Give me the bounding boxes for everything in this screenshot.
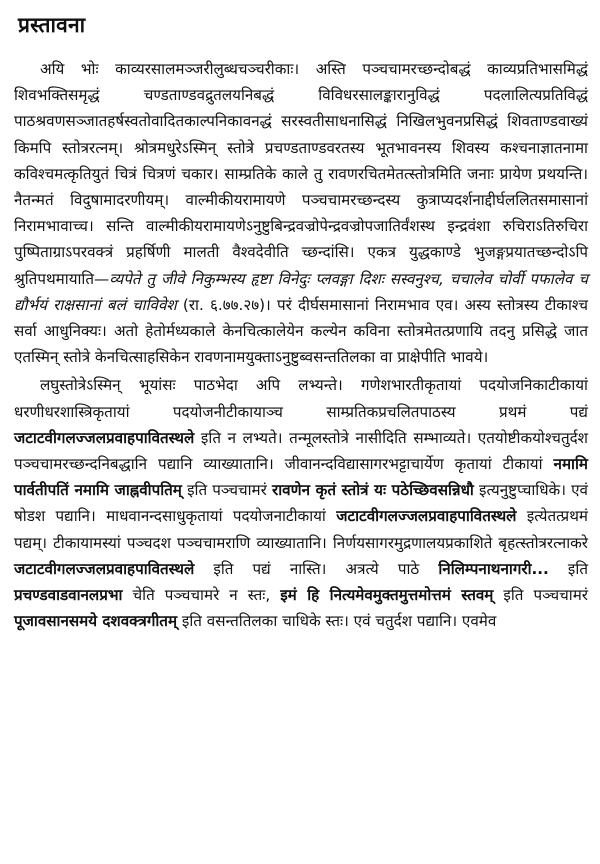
italic-verse-quote: व्यपेते तु जीवे निकुम्भस्य हृष्टा विनेदुः प्लवङ्गा दिशः सस्वनुश्च, चचालेव चोर्वी पफालेव च द्यौर्भयं राक्षसानां बलं चाविवेश xyxy=(14,269,588,314)
bold-verse-quote: निलिम्पनाथनागरी... xyxy=(438,559,549,578)
paragraph-2 xyxy=(14,372,588,634)
bold-verse-quote: पूजावसानसमये दशवक्त्रगीतम् xyxy=(14,612,178,631)
text-segment: इति पद्यं नास्ति। अत्रत्ये पाठे xyxy=(194,559,439,578)
bold-verse-quote: रावणेन कृतं स्तोत्रं यः पठेच्छिवसन्निधौ xyxy=(272,481,474,500)
text-segment: (रा. ६.७७.२७)। परं दीर्घसमासानां निरामभाव एव। अस्य स्तोत्रस्य टीकाश्च सर्वा आधुनिक्यः। अतो हेतोर्मध्यकाले केनचित्कालेयेन कल्येन कविना स्तोत्रमेतत्प्रणायि तदनु प्रसिद्धे जात एतस्मिन् स्तोत्रे केनचित्साहसिकेन रावणनामयुक्ताऽनुष्टुब्वसन्ततिलका वा प्राक्षेपीति भावये। xyxy=(14,295,589,367)
page-title: प्रस्तावना xyxy=(18,13,86,37)
text-segment: इति वसन्ततिलका चाधिके स्तः। एवं चतुर्दश पद्यानि। एवमेव xyxy=(177,612,497,631)
text-segment: चेति पञ्चचामरे न स्तः, xyxy=(122,586,281,605)
text-segment: इत्यनुष्टुप्चाधिके। एवं षोडश पद्यानि। माधवानन्दसाधुकृतायां पदयोजनाटीकायां xyxy=(14,481,588,526)
bold-verse-quote: नमामि पार्वतीपतिं नमामि जाह्नवीपतिम् xyxy=(14,455,588,500)
bold-verse-quote: जटाटवीगलज्जलप्रवाहपावितस्थले xyxy=(14,428,195,447)
paragraph-1 xyxy=(14,56,588,370)
text-segment: इत्येतत्प्रथमं पद्यम्। टीकायामस्यां पञ्चदश पञ्चचामराणि व्याख्यातानि। निर्णयसागरमुद्रणालयप्रकाशिते बृहत्स्तोत्ररत्नाकरे xyxy=(14,507,588,552)
text-segment: इति पञ्चचामरं xyxy=(181,481,273,500)
bold-verse-quote: इमं हि नित्यमेवमुक्तमुत्तमोत्तमं स्तवम् xyxy=(280,586,494,605)
text-segment: इति पञ्चचामरं xyxy=(493,586,588,605)
bold-verse-quote: जटाटवीगलज्जलप्रवाहपावितस्थले xyxy=(336,507,517,526)
bold-verse-quote: प्रचण्डवाडवानलप्रभा xyxy=(14,586,123,605)
text-segment: लघुस्तोत्रेऽस्मिन् भूयांसः पाठभेदा अपि लभ्यन्ते। गणेशभारतीकृतायां पदयोजनिकाटीकायां धरणीधरशास्त्रिकृतायां पदयोजनीटीकायाञ्च साम्प्रतिकप्रचलितपाठस्य प्रथमं पद्यं xyxy=(14,376,588,421)
text-segment: इति न लभ्यते। तन्मूलस्तोत्रे नासीदिति सम्भाव्यते। एतयोष्टीकयोश्चतुर्दश पञ्चचामरच्छन्दनिबद्धानि पद्यानि व्याख्यातानि। जीवानन्दविद्यासागरभट्टाचार्येण कृतायां टीकायां xyxy=(14,428,588,474)
bold-verse-quote: जटाटवीगलज्जलप्रवाहपावितस्थले xyxy=(14,559,195,578)
text-segment: इति xyxy=(548,559,588,578)
document-body xyxy=(14,56,588,634)
text-segment: अयि भोः काव्यरसालमञ्जरीलुब्धचञ्चरीकाः। अस्ति पञ्चचामरच्छन्दोबद्धं काव्यप्रतिभासमिद्धं शिवभक्तिसमृद्धं चण्डताण्डवद्रुतलयनिबद्धं विविधरसालङ्कारानुविद्धं पदलालित्यप्रतिविद्धं पाठश्रवणसञ्जातहर्षस्वतोवादितकाल्पनिकावनद्धं सरस्वतीसाधनासिद्धं निखिलभुवनप्रसिद्धं शिवताण्डवाख्यं किमपि स्तोत्ररत्नम्। श्रोत्रमधुरेऽस्मिन् स्तोत्रे प्रचण्डताण्डवरतस्य भूतभावनस्य शिवस्य कश्चनाज्ञातनामा कविश्चमत्कृतियुतं चित्रं चित्रणं चकार। साम्प्रतिके काले तु रावणरचितमेतत्स्तोत्रमिति जनाः प्रायेण प्रथयन्ति। नैतन्मतं विदुषामादरणीयम्। वाल्मीकीयरामायणे पञ्चचामरच्छन्दस्य कुत्राप्यदर्शनाद्दीर्घललितसमासानां निरामभावाच्च। सन्ति वाल्मीकीयरामायणेऽनुष्टुबिन्द्रवज्रोपेन्द्रवज्रोपजातिर्वंशस्थ इन्द्रवंशा रुचिराऽतिरुचिरा पुष्पिताग्राऽपरवक्त्रं प्रहर्षिणी मालती वैश्वदेवीति च्छन्दांसि। एकत्र युद्धकाण्डे भुजङ्गप्रयातच्छन्दोऽपि श्रुतिपथमायाति— xyxy=(14,60,588,288)
